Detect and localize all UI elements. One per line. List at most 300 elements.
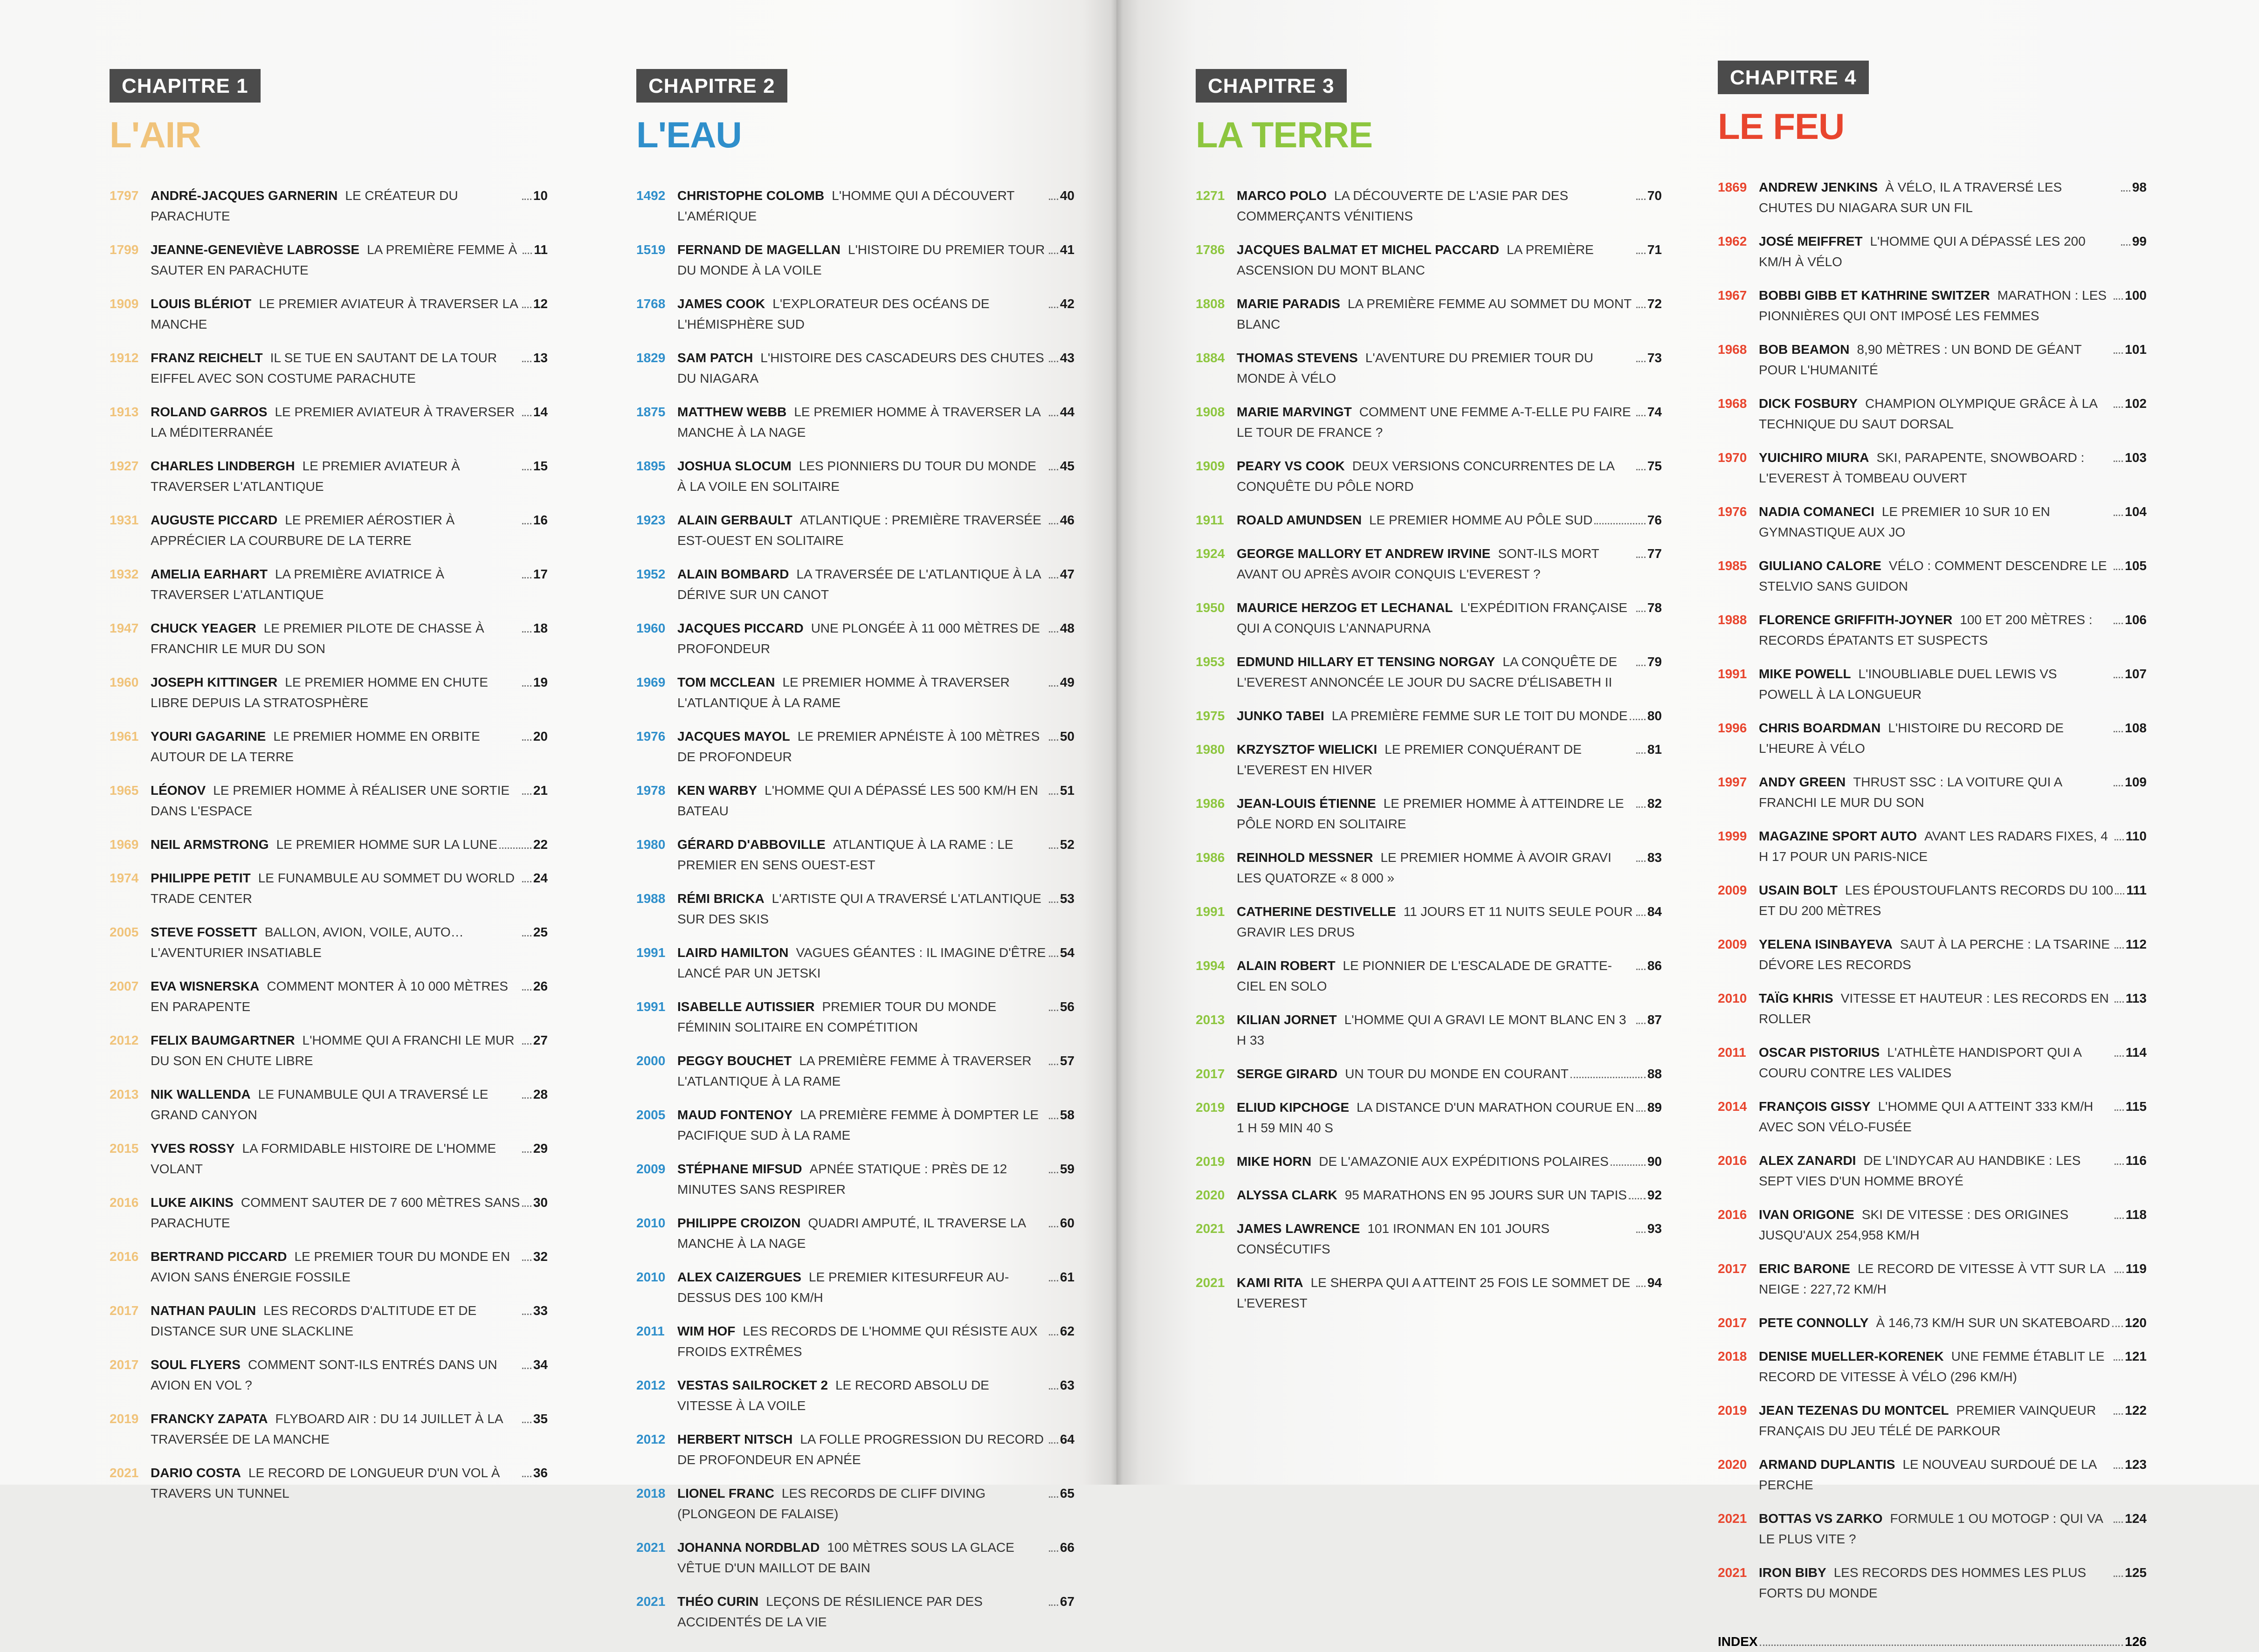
entry-body [151,1355,548,1396]
leader-dots [522,577,531,578]
toc-entry[interactable] [636,834,1074,875]
toc-entry[interactable] [1718,1346,2147,1387]
entry-line [151,510,548,551]
toc-entry[interactable] [1196,510,1662,530]
chapter-title: LE FEU [1718,106,1845,147]
entry-description: 8,90 MÈTRES : UN BOND DE GÉANT POUR L'HUMANITÉ [1759,342,2082,377]
entry-body [677,1591,1074,1632]
toc-entry[interactable] [110,1192,548,1233]
toc-entry[interactable] [636,726,1074,767]
entry-name: FLORENCE GRIFFITH-JOYNER [1759,613,1953,627]
toc-entry[interactable] [1718,502,2147,543]
entry-description: LA DISTANCE D'UN MARATHON COURUE EN 1 H 59 MIN 40 S [1237,1100,1634,1135]
toc-entry[interactable] [110,672,548,713]
leader-dots [522,1260,531,1261]
entry-body [1759,610,2147,651]
entry-year: 2010 [636,1216,666,1230]
entry-description: ATLANTIQUE À LA RAME : LE PREMIER EN SENS OUEST-EST [677,837,1013,872]
entry-name: KEN WARBY [677,783,758,798]
toc-entry[interactable] [110,510,548,551]
toc-entry[interactable] [1718,1150,2147,1191]
entry-description: VÉLO : COMMENT DESCENDRE LE STELVIO SANS GUIDON [1759,558,2107,593]
entry-description: LA PREMIÈRE ASCENSION DU MONT BLANC [1237,242,1594,277]
toc-entry[interactable] [110,922,548,963]
toc-entry[interactable] [1718,880,2147,921]
entry-name: MAGAZINE SPORT AUTO [1759,829,1917,843]
leader-dots [1630,719,1646,720]
entry-page-number: 54 [1060,945,1074,960]
entry-page-number: 102 [2125,396,2147,411]
toc-entry[interactable] [1196,1218,1662,1260]
toc-entry[interactable] [1196,739,1662,780]
entry-description: 11 JOURS ET 11 NUITS SEULE POUR GRAVIR LES DRUS [1237,904,1633,939]
toc-entry[interactable] [1718,447,2147,489]
entry-year: 2009 [636,1162,666,1176]
entry-text [1237,793,1634,834]
entry-description: AVANT LES RADARS FIXES, 4 H 17 POUR UN PARIS-NICE [1759,829,2108,864]
entry-body [1237,240,1662,281]
entry-name: DICK FOSBURY [1759,396,1858,411]
toc-entry[interactable] [636,564,1074,605]
leader-dots [1049,685,1058,687]
entry-body [677,726,1074,767]
index-row[interactable] [1718,1631,2147,1652]
toc-entry[interactable] [636,456,1074,497]
entry-name: RÉMI BRICKA [677,891,764,906]
entry-text [1237,1010,1634,1051]
entry-body [151,1463,548,1504]
toc-entry[interactable] [110,564,548,605]
entry-description: À VÉLO, IL A TRAVERSÉ LES CHUTES DU NIAGARA SUR UN FIL [1759,180,2062,215]
toc-entry[interactable] [110,780,548,821]
entry-year: 1991 [636,999,666,1014]
entry-line [1237,402,1662,443]
entry-line [151,868,548,909]
entry-description: LA PREMIÈRE FEMME SUR LE TOIT DU MONDE [1331,709,1628,723]
toc-entry[interactable] [636,348,1074,389]
entry-description: LE PREMIER AÉROSTIER À APPRÉCIER LA COURBURE DE LA TERRE [151,513,455,548]
entry-line [1759,880,2147,921]
entry-text [1759,718,2112,759]
entry-description: L'INOUBLIABLE DUEL LEWIS VS POWELL À LA LONGUEUR [1759,667,2057,702]
toc-entry[interactable] [636,240,1074,281]
toc-entry[interactable] [636,1321,1074,1362]
entry-name: CHARLES LINDBERGH [151,459,295,473]
toc-entry[interactable] [636,1591,1074,1632]
entry-name: PEARY VS COOK [1237,459,1345,473]
entry-page-number: 34 [533,1357,548,1372]
entry-line [1759,610,2147,651]
toc-entry[interactable] [110,618,548,659]
toc-entry[interactable] [1196,294,1662,335]
entry-name: YOURI GAGARINE [151,729,266,743]
leader-dots [2114,406,2123,408]
entry-year: 1986 [1196,796,1225,811]
leader-dots [522,1205,531,1207]
entry-line [677,1213,1074,1254]
toc-entry[interactable] [1196,847,1662,888]
entry-body [151,922,548,963]
toc-entry[interactable] [1718,988,2147,1029]
toc-entry[interactable] [110,1084,548,1125]
entry-page-number: 107 [2125,667,2147,681]
entry-text [1237,456,1634,497]
entry-description: L'HOMME QUI A FRANCHI LE MUR DU SON EN CHUTE LIBRE [151,1033,515,1068]
entry-line [1759,1508,2147,1549]
toc-entry[interactable] [636,510,1074,551]
entry-year: 2012 [110,1033,139,1047]
entry-page-number: 94 [1647,1275,1662,1290]
entry-description: PREMIER VAINQUEUR FRANÇAIS DU JEU TÉLÉ DE PARKOUR [1759,1403,2096,1438]
toc-entry[interactable] [110,1355,548,1396]
entry-body [677,510,1074,551]
entry-line [151,564,548,605]
toc-entry[interactable] [636,780,1074,821]
entry-body [151,1030,548,1071]
toc-entry[interactable] [110,1138,548,1179]
toc-entry[interactable] [1196,706,1662,726]
toc-entry[interactable] [1196,348,1662,389]
toc-entry[interactable] [110,1246,548,1287]
entry-description: LE FUNAMBULE QUI A TRAVERSÉ LE GRAND CANYON [151,1087,489,1122]
toc-entry[interactable] [1196,1097,1662,1138]
entry-text [151,510,520,551]
leader-dots [1594,523,1646,524]
toc-entry[interactable] [1196,240,1662,281]
entry-page-number: 86 [1647,958,1662,973]
entry-page-number: 14 [533,405,548,419]
entry-name: SAM PATCH [677,351,753,365]
toc-entry[interactable] [636,1105,1074,1146]
toc-entry[interactable] [1718,664,2147,705]
entry-body [677,186,1074,227]
entry-page-number: 57 [1060,1053,1074,1068]
toc-entry[interactable] [1718,1096,2147,1137]
chapter-1-column [110,69,548,1517]
toc-entry[interactable] [1718,339,2147,380]
toc-entry[interactable] [1718,772,2147,813]
entry-body [1237,1273,1662,1314]
toc-entry[interactable] [1718,1259,2147,1300]
toc-entry[interactable] [636,1483,1074,1524]
entry-year: 1986 [1196,850,1225,865]
entry-year: 1967 [1718,288,1747,303]
entry-page-number: 66 [1060,1540,1074,1555]
chapter-label: CHAPITRE 1 [110,69,261,103]
toc-entry[interactable] [110,186,548,227]
toc-entry[interactable] [110,1409,548,1450]
toc-entry[interactable] [110,402,548,443]
toc-entry[interactable] [1196,652,1662,693]
entry-body [151,348,548,389]
toc-entry[interactable] [1718,718,2147,759]
entry-body [151,240,548,281]
entry-name: DENISE MUELLER-KORENEK [1759,1349,1944,1363]
toc-entry[interactable] [636,402,1074,443]
entry-text [151,240,521,281]
entry-page-number: 90 [1647,1154,1662,1169]
entry-description: LA TRAVERSÉE DE L'ATLANTIQUE À LA DÉRIVE SUR UN CANOT [677,567,1041,602]
entry-body [677,1105,1074,1146]
entry-page-number: 98 [2132,180,2147,194]
entry-line [151,240,548,281]
toc-entry[interactable] [110,868,548,909]
toc-entry[interactable] [110,1463,548,1504]
entry-body [1237,1151,1662,1172]
leader-dots [1049,1334,1058,1335]
entry-name: OSCAR PISTORIUS [1759,1045,1880,1060]
entry-description: DEUX VERSIONS CONCURRENTES DE LA CONQUÊTE DU PÔLE NORD [1237,459,1614,494]
chapter-3-column [1196,69,1662,1327]
entry-text [1237,598,1634,639]
entry-name: JOSEPH KITTINGER [151,675,278,689]
entry-page-number: 13 [533,351,548,365]
chapter-label: CHAPITRE 3 [1196,69,1347,103]
entry-description: LE PREMIER APNÉISTE À 100 MÈTRES DE PROFONDEUR [677,729,1040,764]
entry-text [677,294,1047,335]
toc-entry[interactable] [636,294,1074,335]
leader-dots [522,739,531,741]
entry-year: 2016 [1718,1153,1747,1168]
toc-entry[interactable] [636,943,1074,984]
index-label: INDEX [1718,1634,1758,1649]
entry-body [1759,177,2147,218]
entry-name: ALEX ZANARDI [1759,1153,1856,1168]
entry-text [1237,1097,1634,1138]
entry-description: LA PREMIÈRE FEMME À DOMPTER LE PACIFIQUE SUD À LA RAME [677,1108,1039,1143]
toc-entry[interactable] [1196,956,1662,997]
leader-dots [1049,469,1058,470]
entry-year: 1952 [636,567,666,581]
leader-dots [2121,190,2130,192]
entry-description: SONT-ILS MORT AVANT OU APRÈS AVOIR CONQUIS L'EVEREST ? [1237,546,1599,581]
entry-body [151,726,548,767]
entry-text [151,868,520,909]
entry-description: L'ARTISTE QUI A TRAVERSÉ L'ATLANTIQUE SUR DES SKIS [677,891,1041,926]
toc-entry[interactable] [636,1267,1074,1308]
entry-year: 2020 [1718,1457,1747,1472]
toc-entry[interactable] [110,348,548,389]
toc-entry[interactable] [1718,934,2147,975]
toc-entry[interactable] [1196,544,1662,585]
toc-entry[interactable] [636,997,1074,1038]
entry-name: PEGGY BOUCHET [677,1053,792,1068]
toc-entry[interactable] [1196,1273,1662,1314]
toc-entry[interactable] [110,976,548,1017]
leader-dots [522,1422,531,1423]
toc-entry[interactable] [1718,610,2147,651]
toc-entry[interactable] [110,726,548,767]
entry-text [1237,544,1634,585]
entry-year: 1786 [1196,242,1225,257]
toc-entry[interactable] [110,1030,548,1071]
toc-entry[interactable] [636,888,1074,929]
entry-year: 1968 [1718,342,1747,357]
toc-entry[interactable] [1196,1010,1662,1051]
toc-entry[interactable] [1196,402,1662,443]
entry-text [677,1591,1047,1632]
toc-entry[interactable] [110,456,548,497]
entry-line [1237,456,1662,497]
toc-entry[interactable] [1718,1508,2147,1549]
entry-text [1759,1563,2112,1604]
entry-body [1237,652,1662,693]
entry-text [1759,1454,2112,1495]
entry-text [151,1301,520,1342]
entry-page-number: 101 [2125,342,2147,357]
entry-name: GIULIANO CALORE [1759,558,1881,573]
entry-body [1237,956,1662,997]
entry-year: 1960 [636,621,666,635]
toc-entry[interactable] [1196,902,1662,943]
entry-name: ANDREW JENKINS [1759,180,1878,194]
entry-page-number: 43 [1060,351,1074,365]
entry-name: LAIRD HAMILTON [677,945,789,960]
toc-entry[interactable] [1718,285,2147,326]
toc-entry[interactable] [1718,1042,2147,1083]
entry-text [1759,826,2113,867]
toc-entry[interactable] [1718,177,2147,218]
leader-dots [1636,969,1646,970]
toc-entry[interactable] [636,618,1074,659]
entry-description: FORMULE 1 OU MOTOGP : QUI VA LE PLUS VITE ? [1759,1511,2103,1546]
entry-line [677,1483,1074,1524]
entry-text [677,1429,1047,1470]
toc-entry[interactable] [1718,231,2147,272]
entry-line [1759,447,2147,489]
toc-entry[interactable] [1196,456,1662,497]
toc-entry[interactable] [1718,393,2147,434]
entry-line [1237,544,1662,585]
toc-entry[interactable] [1718,1563,2147,1604]
entry-name: NEIL ARMSTRONG [151,837,269,852]
entry-text [1759,880,2113,921]
entry-name: TOM MCCLEAN [677,675,775,689]
entry-body [1237,186,1662,227]
entry-name: IRON BIBY [1759,1565,1826,1580]
entry-line [677,888,1074,929]
entry-page-number: 12 [533,296,548,311]
toc-entry[interactable] [636,1375,1074,1416]
toc-entry[interactable] [636,1051,1074,1092]
entry-name: MIKE HORN [1237,1154,1312,1169]
entry-year: 2017 [110,1303,139,1318]
leader-dots [522,1314,531,1315]
entry-year: 2017 [1718,1315,1747,1330]
toc-entry[interactable] [1196,793,1662,834]
entry-line [1237,348,1662,389]
entry-body [151,294,548,335]
entry-description: LE PREMIER HOMME EN CHUTE LIBRE DEPUIS LA STRATOSPHÈRE [151,675,488,710]
toc-entry[interactable] [1718,556,2147,597]
entry-year: 1799 [110,242,139,257]
entry-text [1759,1313,2110,1333]
entry-line [1759,1563,2147,1604]
entry-year: 2021 [1196,1221,1225,1236]
leader-dots [1049,631,1058,633]
toc-entry[interactable] [1718,1454,2147,1495]
entry-page-number: 22 [533,837,548,852]
toc-entry[interactable] [636,1537,1074,1578]
toc-entry[interactable] [1196,598,1662,639]
toc-entry[interactable] [110,294,548,335]
entry-line [1237,240,1662,281]
entry-line [151,1192,548,1233]
toc-entry[interactable] [1196,1151,1662,1172]
toc-list [1196,186,1662,1314]
entry-text [1759,502,2112,543]
leader-dots [1049,1280,1058,1281]
entry-description: LE PREMIER HOMME SUR LA LUNE [276,837,498,852]
entry-name: LIONEL FRANC [677,1486,774,1501]
leader-dots [2114,569,2123,570]
toc-entry[interactable] [110,834,548,855]
entry-body [151,1409,548,1450]
entry-year: 1976 [1718,504,1747,519]
entry-name: ARMAND DUPLANTIS [1759,1457,1895,1472]
entry-line [151,976,548,1017]
entry-year: 1980 [1196,742,1225,757]
toc-entry[interactable] [1196,1064,1662,1084]
entry-year: 1829 [636,351,666,365]
toc-entry[interactable] [636,1429,1074,1470]
entry-line [677,834,1074,875]
leader-dots [2114,1109,2124,1111]
entry-page-number: 103 [2125,450,2147,465]
entry-text [1237,402,1634,443]
entry-text [151,976,520,1017]
entry-line [1759,664,2147,705]
entry-year: 1911 [1196,513,1224,527]
toc-entry[interactable] [1718,1205,2147,1246]
toc-entry[interactable] [110,240,548,281]
entry-year: 2018 [636,1486,666,1501]
entry-line [151,1355,548,1396]
chapter-2-column [636,69,1074,1645]
entry-body [1237,510,1662,530]
entry-description: L'HOMME QUI A DÉPASSÉ LES 200 KM/H À VÉLO [1759,234,2086,269]
entry-name: YUICHIRO MIURA [1759,450,1869,465]
toc-entry[interactable] [1718,1313,2147,1333]
entry-page-number: 122 [2125,1403,2147,1418]
entry-description: LE CRÉATEUR DU PARACHUTE [151,188,458,223]
entry-body [1237,902,1662,943]
toc-entry[interactable] [1718,826,2147,867]
entry-body [1237,348,1662,389]
leader-dots [2121,244,2130,246]
entry-text [151,1084,520,1125]
entry-name: REINHOLD MESSNER [1237,850,1373,865]
entry-year: 2012 [636,1378,666,1392]
toc-entry[interactable] [1718,1400,2147,1441]
toc-entry[interactable] [1196,186,1662,227]
toc-entry[interactable] [636,186,1074,227]
leader-dots [2114,1413,2123,1415]
toc-entry[interactable] [636,672,1074,713]
toc-entry[interactable] [636,1159,1074,1200]
entry-page-number: 50 [1060,729,1074,743]
entry-line [1237,847,1662,888]
toc-entry[interactable] [1196,1185,1662,1205]
entry-name: TAÏG KHRIS [1759,991,1833,1005]
toc-entry[interactable] [110,1301,548,1342]
toc-entry[interactable] [636,1213,1074,1254]
entry-body [677,888,1074,929]
entry-year: 2016 [110,1249,139,1264]
entry-page-number: 21 [533,783,548,798]
entry-line [151,780,548,821]
entry-line [1237,1064,1662,1084]
